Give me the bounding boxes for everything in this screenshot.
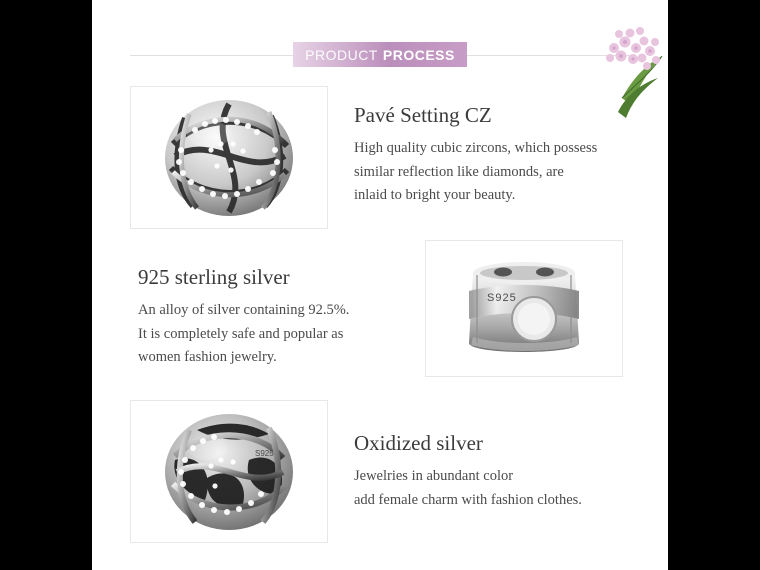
product-process-page: [92, 0, 668, 570]
pave-setting-cz-bead-photo: [130, 86, 328, 229]
section-title: Oxidized silver: [354, 431, 483, 455]
section-body-line: similar reflection like diamonds, are: [354, 163, 564, 180]
section-body-line: It is completely safe and popular as: [138, 325, 344, 342]
section-body-line: add female charm with fashion clothes.: [354, 491, 582, 508]
section-header: [92, 42, 668, 68]
svg-text:S925: S925: [487, 291, 517, 304]
section-body: [354, 137, 644, 207]
badge-label-product: PRODUCT: [305, 46, 378, 63]
header-rule-left: [130, 55, 300, 56]
sterling-silver-text: [138, 266, 408, 370]
badge-label-process: PROCESS: [382, 46, 455, 63]
section-body: [138, 299, 408, 369]
oxidized-silver-bead-photo: [130, 400, 328, 543]
section-body-line: An alloy of silver containing 92.5%.: [138, 302, 350, 319]
svg-text:S925: S925: [255, 448, 274, 458]
section-body-line: women fashion jewelry.: [138, 349, 277, 366]
section-title: Pavé Setting CZ: [354, 103, 492, 127]
section-body-line: High quality cubic zircons, which possess: [354, 140, 598, 157]
section-title: 925 sterling silver: [138, 265, 290, 289]
oxidized-silver-text: [354, 432, 654, 512]
section-body-line: Jewelries in abundant color: [354, 468, 514, 485]
section-body-line: inlaid to bright your beauty.: [354, 187, 516, 204]
section-body: [354, 465, 654, 512]
product-process-badge: [293, 42, 467, 67]
pave-setting-cz-text: [354, 104, 644, 208]
sterling-silver-bead-photo: [425, 240, 623, 377]
